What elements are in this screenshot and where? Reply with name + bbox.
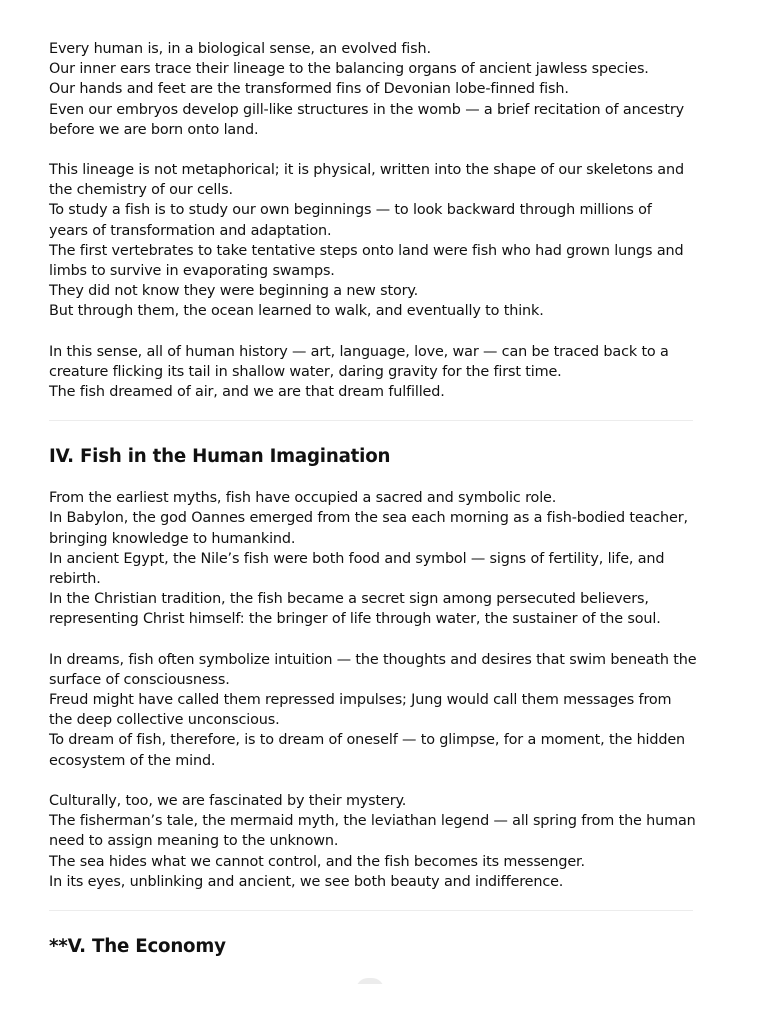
- text-line: In this sense, all of human history — art, language, love, war — can be traced back to a: [49, 343, 669, 360]
- text-line: surface of consciousness.: [49, 671, 230, 688]
- text-line: Every human is, in a biological sense, an evolved fish.: [49, 41, 431, 57]
- text-line: The fish dreamed of air, and we are that dream fulfilled.: [49, 384, 445, 401]
- text-line: limbs to survive in evaporating swamps.: [49, 263, 335, 280]
- text-line: In its eyes, unblinking and ancient, we see both beauty and indifference.: [49, 873, 564, 890]
- section-heading-iv: IV. Fish in the Human Imagination: [49, 446, 391, 468]
- paragraph-gap: [49, 322, 697, 342]
- intro-paragraph-3: [49, 342, 697, 403]
- text-line: In Babylon, the god Oannes emerged from the sea each morning as a fish-bodied teacher,: [49, 510, 688, 527]
- section-heading-v: **V. The Economy: [49, 935, 226, 957]
- text-line: From the earliest myths, fish have occupied a sacred and symbolic role.: [49, 490, 557, 507]
- text-line: In ancient Egypt, the Nile’s fish were both food and symbol — signs of fertility, life, and: [49, 550, 665, 567]
- imagination-paragraph-2: [49, 650, 697, 771]
- text-line: years of transformation and adaptation.: [49, 222, 332, 239]
- text-line: Our inner ears trace their lineage to the balancing organs of ancient jawless species.: [49, 61, 649, 78]
- text-line: creature flicking its tail in shallow water, daring gravity for the first time.: [49, 363, 562, 380]
- text-line: The first vertebrates to take tentative steps onto land were fish who had grown lungs and: [49, 242, 684, 259]
- section-divider: [49, 910, 693, 911]
- text-line: To dream of fish, therefore, is to dream of oneself — to glimpse, for a moment, the hidden: [49, 732, 686, 749]
- intro-paragraph-2: [49, 160, 697, 322]
- text-line: The fisherman’s tale, the mermaid myth, the leviathan legend — all spring from the human: [49, 813, 696, 830]
- paragraph-gap: [49, 140, 697, 160]
- bottom-mask: [0, 984, 768, 1024]
- document-content: [49, 39, 697, 978]
- text-line: But through them, the ocean learned to walk, and eventually to think.: [49, 303, 544, 320]
- text-line: Our hands and feet are the transformed fins of Devonian lobe-finned fish.: [49, 81, 569, 98]
- text-line: ecosystem of the mind.: [49, 752, 216, 769]
- text-line: Culturally, too, we are fascinated by their mystery.: [49, 792, 407, 809]
- text-line: rebirth.: [49, 571, 101, 588]
- intro-paragraph-1: [49, 39, 697, 140]
- text-line: The sea hides what we cannot control, and the fish becomes its messenger.: [49, 853, 585, 870]
- imagination-paragraph-1: [49, 488, 697, 629]
- imagination-paragraph-3: [49, 791, 697, 892]
- text-line: To study a fish is to study our own beginnings — to look backward through millions of: [49, 202, 652, 219]
- text-line: In the Christian tradition, the fish became a secret sign among persecuted believers,: [49, 591, 649, 608]
- paragraph-gap: [49, 630, 697, 650]
- text-line: need to assign meaning to the unknown.: [49, 833, 339, 850]
- text-line: In dreams, fish often symbolize intuition — the thoughts and desires that swim beneath the: [49, 651, 697, 668]
- text-line: bringing knowledge to humankind.: [49, 530, 296, 547]
- text-line: Even our embryos develop gill-like structures in the womb — a brief recitation of ancestry: [49, 101, 684, 118]
- text-line: Freud might have called them repressed impulses; Jung would call them messages from: [49, 692, 672, 709]
- text-line: representing Christ himself: the bringer of life through water, the sustainer of the soul.: [49, 611, 661, 628]
- section-divider: [49, 420, 693, 421]
- text-line: They did not know they were beginning a new story.: [49, 283, 419, 300]
- text-line: the chemistry of our cells.: [49, 182, 233, 199]
- paragraph-gap: [49, 771, 697, 791]
- text-line: the deep collective unconscious.: [49, 712, 280, 729]
- text-line: This lineage is not metaphorical; it is physical, written into the shape of our skeletons and: [49, 162, 684, 179]
- text-line: before we are born onto land.: [49, 121, 259, 138]
